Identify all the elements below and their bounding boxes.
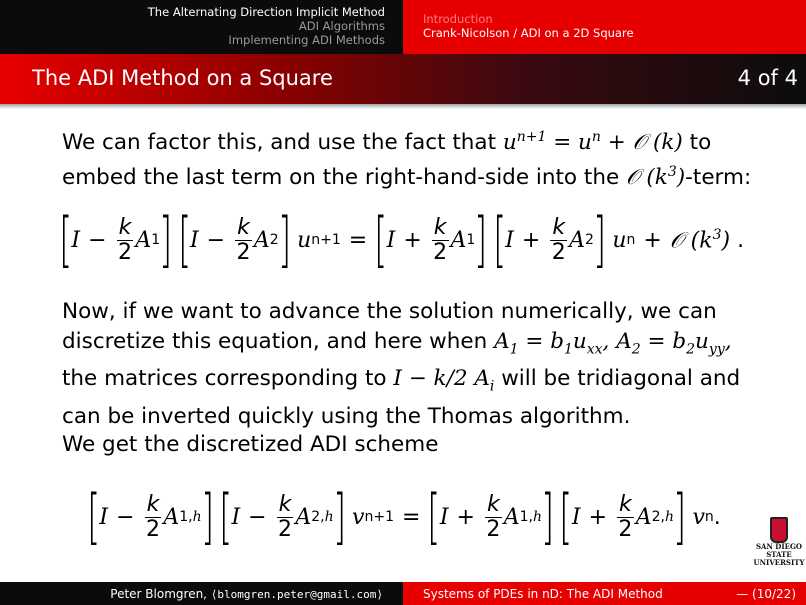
shield-icon xyxy=(770,517,788,543)
text: Now, if we want to advance the solution numerically, we can xyxy=(62,299,717,324)
paragraph-discretize xyxy=(62,297,762,432)
math-inline: $u^{n+1} = u^n$ + 𝒪 (k) xyxy=(502,129,683,156)
frame-title-bar xyxy=(0,54,806,104)
footer xyxy=(0,582,806,605)
math-inline: $A_1 = b_1u_{xx}$, $A_2 = b_2u_{yy}$, xyxy=(494,328,732,357)
logo-text: UNIVERSITY xyxy=(753,558,805,567)
paragraph-scheme: We get the discretized ADI scheme xyxy=(62,432,439,457)
math-inline: 𝒪 $(k^3)$ xyxy=(626,163,686,190)
text: embed the last term on the right-hand-side into the xyxy=(62,164,627,190)
text: We can factor this, and use the fact that xyxy=(62,130,503,156)
author-name: Peter Blomgren, xyxy=(110,587,211,601)
math-inline: I − k/2 $A_i$ xyxy=(393,366,495,395)
text: can be inverted quickly using the Thomas algorithm. xyxy=(62,404,631,430)
section-link-adi-method[interactable]: The Alternating Direction Implicit Method xyxy=(147,5,385,19)
text: discretize this equation, and here when xyxy=(62,328,495,354)
footer-title-area xyxy=(403,582,806,605)
text: will be tridiagonal and xyxy=(494,366,741,392)
subsection-nav xyxy=(403,0,806,54)
header-navigation xyxy=(0,0,806,54)
text: the matrices corresponding to xyxy=(62,366,394,392)
paragraph-factor xyxy=(62,123,762,192)
sdsu-logo xyxy=(752,517,806,567)
title-shadow xyxy=(0,104,806,109)
footer-author xyxy=(0,582,403,605)
frame-title: The ADI Method on a Square xyxy=(32,66,333,90)
logo-text: SAN DIEGO STATE xyxy=(755,542,803,559)
author-email: ⟨blomgren.peter@gmail.com⟩ xyxy=(210,588,383,601)
subsection-link-introduction[interactable]: Introduction xyxy=(423,12,493,26)
equation-discrete-adi: [ I − $\frac{k}{2}$ A 1,h ] [ I − $\frac{k}{2}$ A 2,h ] v n+1 = [ I + $\frac{k}{2}$ A 1,h ] [ I + $\frac{k}{2}$ A 2,h ] v n . xyxy=(87,482,721,552)
frame-counter: 4 of 4 xyxy=(737,66,798,90)
subsection-link-crank-nicolson[interactable]: Crank-Nicolson / ADI on a 2D Square xyxy=(423,26,634,40)
section-nav xyxy=(0,0,403,54)
section-link-implementing-adi[interactable]: Implementing ADI Methods xyxy=(228,33,385,47)
text: to xyxy=(682,130,712,156)
footer-talk-title: Systems of PDEs in nD: The ADI Method xyxy=(423,587,663,601)
equation-factored: [ I − $\frac{k}{2}$ A 1 ] [ I − $\frac{k}{2}$ A 2 ] u n+1 = [ I + $\frac{k}{2}$ A 1 ] [ I + $\frac{k}{2}$ A 2 ] u n + 𝒪 $(k^3)$ . xyxy=(59,205,745,275)
text: -term: xyxy=(685,164,752,190)
footer-page-number: — (10/22) xyxy=(736,587,796,601)
section-link-adi-algorithms[interactable]: ADI Algorithms xyxy=(298,19,385,33)
